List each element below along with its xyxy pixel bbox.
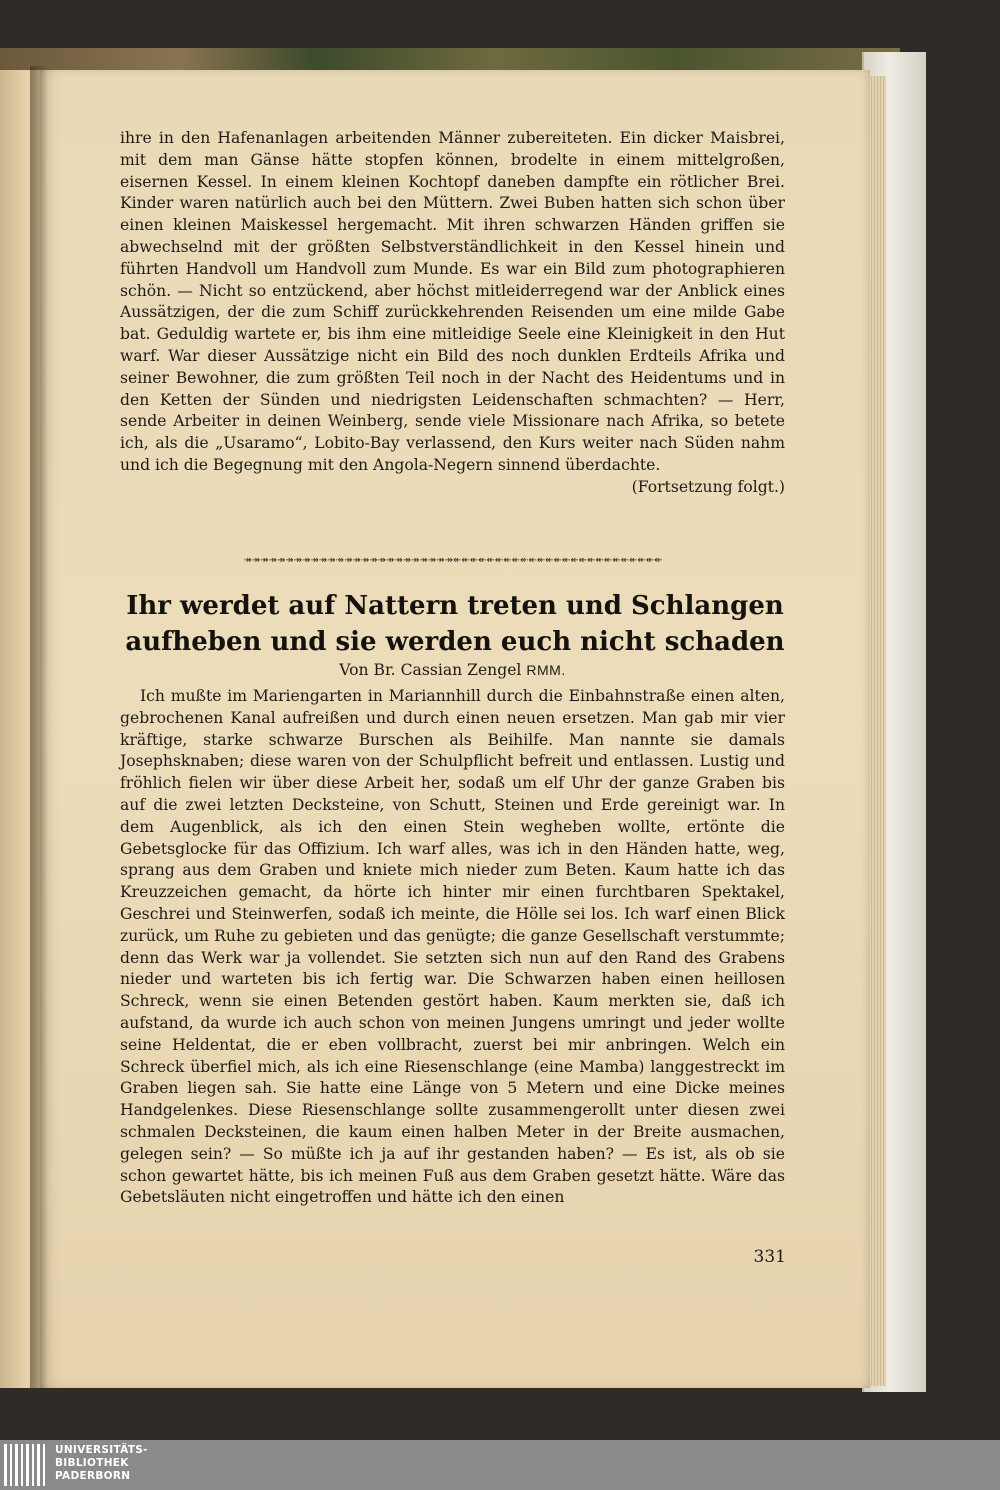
article-byline bbox=[120, 660, 785, 680]
logo-line-1: UNIVERSITÄTS- bbox=[55, 1444, 148, 1456]
article-paragraph: Ich mußte im Mariengarten in Mariannhill durch die Einbahnstraße einen alten, gebrochenen Kanal aufreißen und durch einen neuen ersetzen. Man gab mir vier kräftige, starke schwarze Burschen als Beihilfe. Man nannte sie damals Josephsknaben; diese waren von der Schulpflicht befreit und entlassen. Lustig und fröhlich fielen wir über diese Arbeit her, sodaß um elf Uhr der ganze Graben bis auf die zwei letzten Decksteine, von Schutt, Steinen und Erde gereinigt war. In dem Augenblick, als ich den einen Stein wegheben wollte, ertönte die Gebetsglocke für das Offizium. Ich warf alles, was ich in den Händen hatte, weg, sprang aus dem Graben und kniete mich nieder zum Beten. Kaum hatte ich das Kreuzzeichen gemacht, da hörte ich hinter mir einen furchtbaren Spektakel, Geschrei und Steinwerfen, sodaß ich meinte, die Hölle sei los. Ich warf einen Blick zurück, um Ruhe zu gebieten und das genügte; die ganze Gesellschaft verstummte; denn das Werk war ja vollendet. Sie setzten sich nun auf den Rand des Grabens nieder und warteten bis ich fertig war. Die Schwarzen haben einen heillosen Schreck, wenn sie einen Betenden gestört haben. Kaum merkten sie, daß ich aufstand, da wurde ich auch schon von meinen Jungens umringt und jeder wollte seine Heldentat, die er eben vollbracht, zuerst bei mir anbringen. Welch ein Schreck überfiel mich, als ich eine Riesenschlange (eine Mamba) langgestreckt im Graben liegen sah. Sie hatte eine Länge von 5 Metern und eine Dicke meines Handgelenkes. Diese Riesenschlange sollte zusammengerollt unter diesen zwei schmalen Decksteinen, die kaum einen halben Meter in der Breite ausmachen, gelegen sein? — So müßte ich ja auf ihr gestanden haben? — Es ist, als ob sie schon gewartet hätte, bis ich meinen Fuß aus dem Graben gesetzt hätte. Wäre das Gebetsläuten nicht eingetroffen und hätte ich den einen bbox=[120, 687, 785, 1207]
library-footer bbox=[0, 1440, 1000, 1490]
spine-shadow bbox=[30, 66, 48, 1390]
article-body bbox=[120, 686, 785, 1209]
article-title-line-2: aufheben und sie werden euch nicht schaden bbox=[125, 627, 785, 657]
continuation-section bbox=[120, 128, 785, 499]
section-ornament-rule: ↠↠↠↠↠↠↠↠↠↠↠↠↠↠↠↠↠↠↠↠↠↠↠↠↠↞↞↞↞↞↞↞↞↞↞↞↞↞↞↞↞↞↞↞↞↞↞↞↞↞ bbox=[243, 555, 663, 566]
article-title-line-1: Ihr werdet auf Nattern treten und Schlangen bbox=[126, 591, 784, 621]
byline-order: RMM. bbox=[526, 662, 566, 678]
byline-author: Von Br. Cassian Zengel bbox=[339, 661, 522, 679]
page-number: 331 bbox=[753, 1247, 786, 1267]
logo-line-3: PADERBORN bbox=[55, 1470, 131, 1482]
article-title bbox=[110, 588, 800, 660]
continuation-paragraph: ihre in den Hafenanlagen arbeitenden Männer zubereiteten. Ein dicker Maisbrei, mit dem man Gänse hätte stopfen können, brodelte in einem mittelgroßen, eisernen Kessel. In einem kleinen Kochtopf daneben dampfte ein rötlicher Brei. Kinder waren natürlich auch bei den Müttern. Zwei Buben hatten sich schon über einen kleinen Maiskessel hergemacht. Mit ihren schwarzen Händen griffen sie abwechselnd mit der größten Selbstverständlichkeit in den Kessel hinein und führten Handvoll um Handvoll zum Munde. Es war ein Bild zum photographieren schön. — Nicht so entzückend, aber höchst mitleiderregend war der Anblick eines Aussätzigen, der die zum Schiff zurückkehrenden Reisenden um eine milde Gabe bat. Geduldig wartete er, bis ihm eine mitleidige Seele eine Kleinigkeit in den Hut warf. War dieser Aussätzige nicht ein Bild des noch dunklen Erdteils Afrika und seiner Bewohner, die zum größten Teil noch in der Nacht des Heidentums und in den Ketten der Sünden und niedrigsten Leidenschaften schmachten? — Herr, sende Arbeiter in deinen Weinberg, sende viele Missionare nach Afrika, so betete ich, als die „Usaramo“, Lobito-Bay verlassend, den Kurs weiter nach Süden nahm und ich die Begegnung mit den Angola-Negern sinnend überdachte. bbox=[120, 129, 785, 474]
library-logo-icon bbox=[4, 1444, 48, 1486]
logo-line-2: BIBLIOTHEK bbox=[55, 1457, 129, 1469]
library-logo-text bbox=[55, 1444, 255, 1483]
continuation-note: (Fortsetzung folgt.) bbox=[631, 477, 785, 496]
